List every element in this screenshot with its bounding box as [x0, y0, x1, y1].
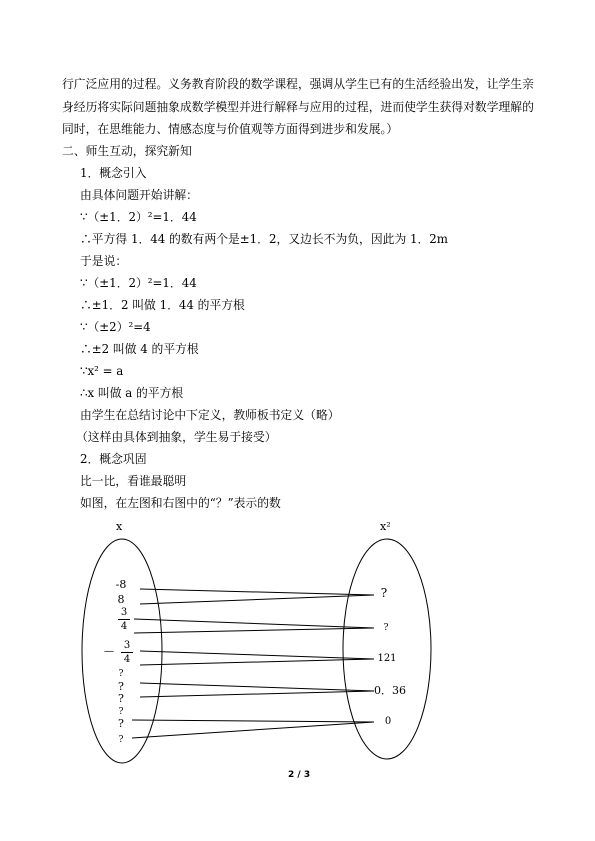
math-line: ∴平方得 1．44 的数有两个是±1．2，又边长不为负，因此为 1．2m — [80, 232, 448, 246]
math-line: ∵（±1．2）²=1．44 — [80, 210, 197, 224]
fraction-bar — [118, 619, 130, 620]
mapping-line — [140, 589, 374, 595]
left-item-unknown: ? — [118, 692, 124, 705]
mapping-line — [134, 619, 374, 628]
text-line: 同时，在思维能力、情感态度与价值观等方面得到进步和发展。） — [62, 122, 399, 136]
mapping-line — [132, 720, 374, 722]
right-item-unknown: ? — [383, 623, 389, 633]
math-line: ∵x² = a — [80, 364, 124, 378]
math-line: ∴x 叫做 a 的平方根 — [80, 386, 184, 400]
left-item-fraction — [117, 607, 131, 632]
mapping-line — [140, 659, 374, 665]
mapping-line — [140, 691, 374, 697]
math-line: ∴±1．2 叫做 1．44 的平方根 — [80, 298, 245, 312]
text-line: 比一比，看谁最聪明 — [80, 474, 187, 488]
mapping-line — [140, 595, 374, 604]
fraction-numerator: 3 — [123, 640, 131, 651]
right-item-value: 121 — [377, 653, 397, 664]
right-item-value: 0 — [384, 716, 392, 727]
fraction-denominator: 4 — [120, 621, 128, 632]
fraction-numerator: 3 — [120, 607, 128, 618]
left-item: 8 — [117, 593, 125, 606]
fraction-bar — [121, 652, 133, 653]
left-item-unknown: ? — [118, 735, 124, 745]
right-item-value: 0．36 — [374, 684, 406, 697]
subsection-heading: 2．概念巩固 — [80, 452, 147, 466]
text-line: 行广泛应用的过程。义务教育阶段的数学课程，强调从学生已有的生活经验出发，让学生亲 — [62, 77, 534, 91]
text-line: 身经历将实际问题抽象成数学模型并进行解释与应用的过程，进而使学生获得对数学理解的 — [62, 100, 534, 114]
negative-sign: — — [104, 646, 114, 657]
mapping-line — [134, 628, 374, 633]
mapping-line — [140, 651, 374, 659]
left-item-fraction — [120, 640, 134, 665]
section-heading: 二、师生互动，探究新知 — [62, 144, 192, 158]
right-set-label: x² — [380, 520, 391, 533]
mapping-line — [140, 683, 374, 691]
text-line: 由具体问题开始讲解： — [80, 188, 198, 202]
left-item-unknown: ? — [118, 707, 124, 717]
text-line: （这样由具体到抽象，学生易于接受） — [76, 430, 277, 444]
left-item: -8 — [115, 578, 127, 591]
text-line: 由学生在总结讨论中下定义，教师板书定义（略） — [80, 408, 340, 422]
left-item-unknown: ? — [118, 717, 124, 730]
left-item-unknown: ? — [118, 680, 124, 693]
left-item-unknown: ? — [118, 669, 124, 679]
fraction-denominator: 4 — [123, 654, 131, 665]
math-line: ∴±2 叫做 4 的平方根 — [80, 342, 199, 356]
left-set-label: x — [116, 520, 123, 533]
math-line: ∵（±1．2）²=1．44 — [80, 276, 197, 290]
text-line: 如图，在左图和右图中的“？”表示的数 — [80, 496, 281, 510]
right-item-unknown: ? — [380, 586, 388, 600]
text-line: 于是说： — [80, 254, 128, 268]
subsection-heading: 1．概念引入 — [80, 166, 147, 180]
page-number: 2 / 3 — [288, 770, 311, 780]
mapping-line — [132, 722, 374, 738]
math-line: ∵（±2）²=4 — [80, 320, 151, 334]
